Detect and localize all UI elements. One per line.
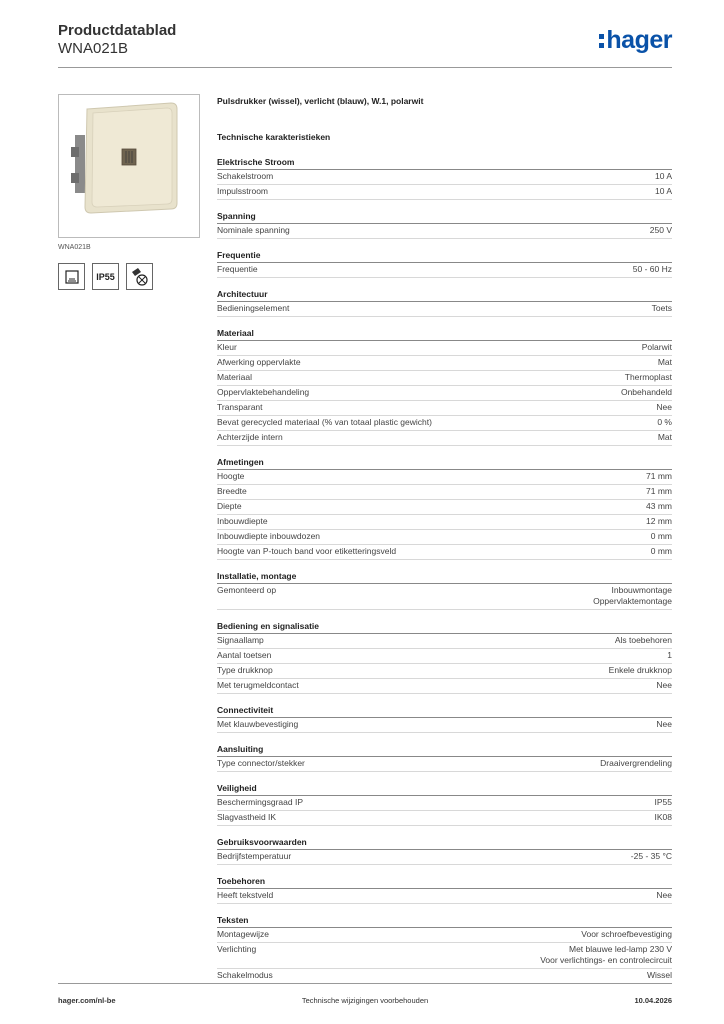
spec-value-line: IK08 — [654, 812, 672, 822]
spec-value — [655, 797, 673, 808]
spec-row — [217, 401, 672, 416]
spec-label: Hoogte van P-touch band voor etiketteringsveld — [217, 546, 397, 556]
section-title: Connectiviteit — [217, 704, 672, 718]
spec-row — [217, 431, 672, 446]
page-header — [58, 22, 176, 58]
spec-section — [217, 570, 672, 610]
spec-value — [651, 531, 672, 542]
spec-label: Gemonteerd op — [217, 585, 277, 595]
spec-label: Bevat gerecycled materiaal (% van totaal plastic gewicht) — [217, 417, 432, 427]
push-button-switch-image — [59, 95, 199, 237]
spec-label: Montagewijze — [217, 929, 269, 939]
section-title: Teksten — [217, 914, 672, 928]
spec-row — [217, 969, 672, 984]
spec-section — [217, 210, 672, 239]
product-description: Pulsdrukker (wissel), verlicht (blauw), W.1, polarwit — [217, 96, 424, 106]
spec-row — [217, 889, 672, 904]
spec-row — [217, 341, 672, 356]
spec-label: Inbouwdiepte inbouwdozen — [217, 531, 321, 541]
page-title: Productdatablad — [58, 22, 177, 39]
spec-section — [217, 704, 672, 733]
spec-row — [217, 386, 672, 401]
spec-row — [217, 263, 672, 278]
spec-value — [633, 264, 672, 275]
spec-label: Signaallamp — [217, 635, 264, 645]
section-title: Architectuur — [217, 288, 672, 302]
spec-value-line: Inbouwmontage — [611, 585, 672, 595]
spec-value — [600, 758, 672, 769]
spec-label: Schakelstroom — [217, 171, 274, 181]
spec-value — [658, 432, 672, 443]
spec-section — [217, 156, 672, 200]
spec-value — [615, 635, 672, 646]
spec-value-line: Nee — [656, 719, 672, 729]
spec-section — [217, 836, 672, 865]
spec-value-line: 0 mm — [650, 531, 672, 541]
spec-value-line: 1 — [667, 650, 672, 660]
spec-value-line: Nee — [656, 890, 672, 900]
spec-row — [217, 850, 672, 865]
spec-row — [217, 416, 672, 431]
spec-label: Type connector/stekker — [217, 758, 305, 768]
spec-value-line: Nee — [656, 402, 672, 412]
spec-label: Breedte — [217, 486, 247, 496]
spec-value — [656, 890, 672, 901]
spec-label: Transparant — [217, 402, 263, 412]
spec-row — [217, 718, 672, 733]
spec-value — [646, 501, 672, 512]
spec-value-line: 71 mm — [646, 486, 672, 496]
spec-section — [217, 782, 672, 826]
header-divider — [58, 67, 672, 68]
spec-label: Schakelmodus — [217, 970, 273, 980]
section-title: Veiligheid — [217, 782, 672, 796]
spec-row — [217, 545, 672, 560]
spec-label: Materiaal — [217, 372, 252, 382]
spec-row — [217, 679, 672, 694]
spec-section — [217, 914, 672, 984]
spec-label: Oppervlaktebehandeling — [217, 387, 310, 397]
section-title: Frequentie — [217, 249, 672, 263]
spec-row — [217, 649, 672, 664]
spec-label: Afwerking oppervlakte — [217, 357, 301, 367]
spec-value — [650, 225, 672, 236]
spec-section — [217, 249, 672, 278]
spec-value-line: Mat — [657, 432, 672, 442]
spec-value — [540, 944, 672, 966]
section-title: Afmetingen — [217, 456, 672, 470]
product-code: WNA021B — [58, 40, 129, 57]
spec-row — [217, 224, 672, 239]
section-title: Elektrische Stroom — [217, 156, 672, 170]
section-title: Gebruiksvoorwaarden — [217, 836, 672, 850]
spec-row — [217, 634, 672, 649]
spec-row — [217, 530, 672, 545]
logo-text: hager — [606, 26, 672, 54]
spec-label: Diepte — [217, 501, 242, 511]
spec-section — [217, 875, 672, 904]
spec-value — [609, 665, 672, 676]
spec-section — [217, 620, 672, 694]
spec-row — [217, 302, 672, 317]
spec-value — [646, 486, 672, 497]
spec-value-line: Wissel — [646, 970, 672, 980]
spec-section — [217, 288, 672, 317]
spec-label: Type drukknop — [217, 665, 273, 675]
spec-label: Bedieningselement — [217, 303, 290, 313]
spec-value-line: Thermoplast — [624, 372, 672, 382]
spec-label: Beschermingsgraad IP — [217, 797, 303, 807]
spec-row — [217, 515, 672, 530]
spec-value-line: Onbehandeld — [620, 387, 672, 397]
spec-value — [657, 417, 672, 428]
spec-row — [217, 371, 672, 386]
spec-value-line: 0 % — [657, 417, 672, 427]
ip55-badge: IP55 — [92, 263, 119, 290]
spec-label: Slagvastheid IK — [217, 812, 277, 822]
spec-row — [217, 485, 672, 500]
spec-value — [625, 372, 672, 383]
page-footer — [58, 996, 672, 1005]
spec-section — [217, 327, 672, 446]
section-title: Bediening en signalisatie — [217, 620, 672, 634]
spec-value — [646, 471, 672, 482]
spec-row — [217, 584, 672, 610]
spec-value — [581, 929, 672, 940]
footer-divider — [58, 983, 672, 984]
section-title: Installatie, montage — [217, 570, 672, 584]
spec-value-line: 250 V — [649, 225, 672, 235]
spec-value-line: 50 - 60 Hz — [632, 264, 672, 274]
spec-label: Hoogte — [217, 471, 245, 481]
spec-value — [655, 812, 673, 823]
spec-value-line: Enkele drukknop — [608, 665, 672, 675]
spec-label: Met terugmeldcontact — [217, 680, 299, 690]
spec-label: Heeft tekstveld — [217, 890, 274, 900]
spec-value — [646, 516, 672, 527]
spec-value — [631, 851, 672, 862]
spec-label: Inbouwdiepte — [217, 516, 268, 526]
spec-value-line: Oppervlaktemontage — [593, 596, 672, 606]
spec-section — [217, 743, 672, 772]
spec-row — [217, 928, 672, 943]
spec-row — [217, 664, 672, 679]
spec-row — [217, 757, 672, 772]
photo-caption: WNA021B — [58, 244, 91, 251]
spec-content — [217, 96, 672, 994]
spec-row — [217, 811, 672, 826]
spec-label: Impulsstroom — [217, 186, 269, 196]
spec-value — [656, 680, 672, 691]
spec-value-line: IP55 — [654, 797, 672, 807]
spec-value — [655, 186, 672, 197]
logo-dots-icon — [599, 34, 604, 48]
product-photo — [58, 94, 200, 238]
spec-value-line: Mat — [657, 357, 672, 367]
spec-row — [217, 170, 672, 185]
spec-value — [655, 171, 672, 182]
spec-value — [651, 546, 672, 557]
spec-row — [217, 470, 672, 485]
spec-label: Achterzijde intern — [217, 432, 283, 442]
spec-row — [217, 500, 672, 515]
spec-value-line: Voor schroefbevestiging — [581, 929, 672, 939]
spec-value-line: Draaivergrendeling — [600, 758, 672, 768]
section-title: Aansluiting — [217, 743, 672, 757]
spec-value-line: Toets — [651, 303, 672, 313]
footer-disclaimer: Technische wijzigingen voorbehouden — [301, 996, 429, 1005]
spec-value-line: 0 mm — [650, 546, 672, 556]
spec-value — [656, 719, 672, 730]
spec-value-line: 43 mm — [646, 501, 672, 511]
spec-label: Met klauwbevestiging — [217, 719, 299, 729]
spec-value-line: 10 A — [654, 186, 672, 196]
spec-value-line: 71 mm — [646, 471, 672, 481]
spec-value-line: Als toebehoren — [614, 635, 672, 645]
spec-value-line: Met blauwe led-lamp 230 V — [568, 944, 672, 954]
spec-label: Bedrijfstemperatuur — [217, 851, 292, 861]
spec-value-line: Nee — [656, 680, 672, 690]
spec-value — [667, 650, 672, 661]
spec-section — [217, 456, 672, 560]
indicator-lamp-icon — [126, 263, 153, 290]
spec-row — [217, 943, 672, 969]
surface-mount-icon — [58, 263, 85, 290]
spec-value-line: 10 A — [654, 171, 672, 181]
spec-value — [647, 970, 672, 981]
spec-value — [658, 357, 672, 368]
spec-row — [217, 356, 672, 371]
hager-logo — [599, 26, 672, 55]
spec-row — [217, 796, 672, 811]
spec-value-line: Voor verlichtings- en controlecircuit — [540, 955, 672, 965]
spec-value-line: -25 - 35 °C — [630, 851, 672, 861]
spec-label: Nominale spanning — [217, 225, 290, 235]
footer-website: hager.com/nl-be — [58, 996, 116, 1005]
spec-label: Frequentie — [217, 264, 258, 274]
spec-value — [652, 303, 672, 314]
section-title: Spanning — [217, 210, 672, 224]
spec-label: Kleur — [217, 342, 237, 352]
spec-value — [656, 402, 672, 413]
spec-value — [593, 585, 672, 607]
spec-label: Aantal toetsen — [217, 650, 272, 660]
feature-icons — [58, 263, 153, 290]
spec-sections — [217, 156, 672, 984]
footer-date: 10.04.2026 — [634, 996, 672, 1005]
section-title: Materiaal — [217, 327, 672, 341]
spec-value-line: 12 mm — [646, 516, 672, 526]
technical-characteristics-title: Technische karakteristieken — [217, 132, 331, 142]
section-title: Toebehoren — [217, 875, 672, 889]
spec-value-line: Polarwit — [641, 342, 672, 352]
spec-value — [621, 387, 672, 398]
spec-row — [217, 185, 672, 200]
spec-label: Verlichting — [217, 944, 257, 954]
spec-value — [642, 342, 672, 353]
